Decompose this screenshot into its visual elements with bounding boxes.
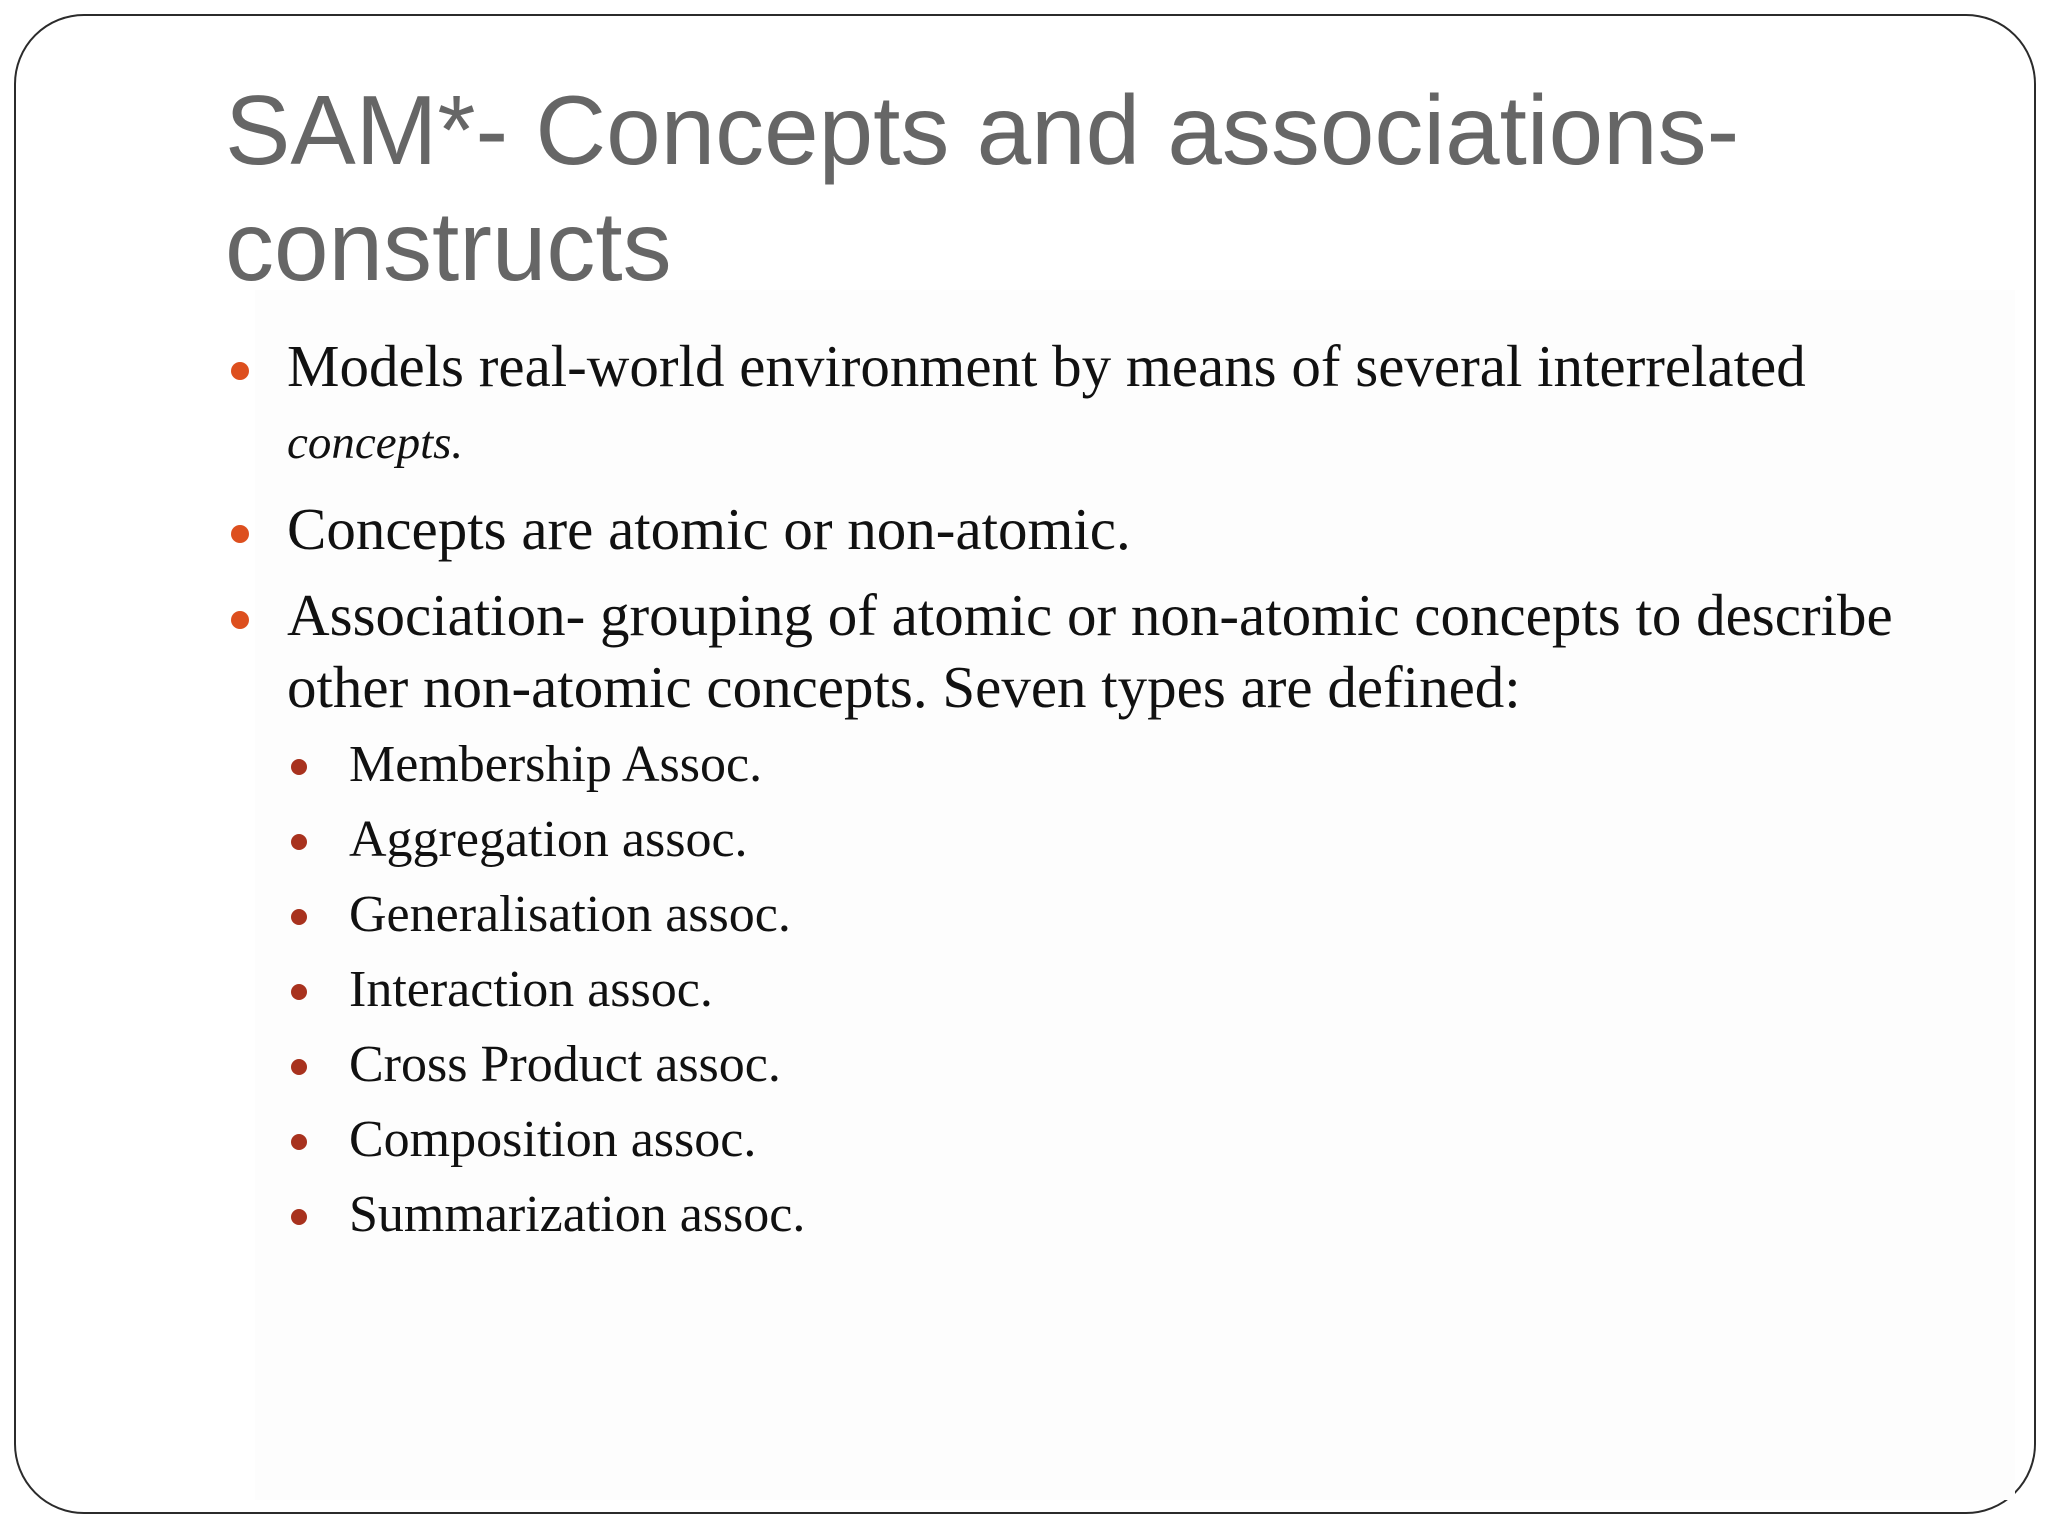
bullet-text: Concepts are atomic or non-atomic. (287, 496, 1131, 562)
bullet-item-concepts (225, 330, 1925, 479)
list-item-text: Interaction assoc. (349, 961, 713, 1018)
sub-bullet-dot-icon (291, 984, 307, 1000)
list-item-text: Generalisation assoc. (349, 886, 791, 943)
list-item-text: Composition assoc. (349, 1111, 757, 1168)
list-item (287, 727, 1925, 802)
list-item-text: Membership Assoc. (349, 736, 763, 793)
sub-bullet-dot-icon (291, 909, 307, 925)
bullet-text: Models real-world environment by means of several interrelated (287, 333, 1806, 399)
list-item (287, 1177, 1925, 1252)
bullet-dot-icon (231, 525, 249, 543)
list-item-text: Cross Product assoc. (349, 1036, 781, 1093)
bullet-text: Association- grouping of atomic or non-atomic concepts to describe other non-atomic concepts. Seven types are defined: (287, 582, 1893, 720)
list-item-text: Summarization assoc. (349, 1186, 806, 1243)
list-item (287, 1027, 1925, 1102)
sub-bullet-dot-icon (291, 1134, 307, 1150)
sub-bullet-dot-icon (291, 834, 307, 850)
list-item (287, 802, 1925, 877)
bullet-emphasis: concepts. (287, 417, 464, 469)
sub-bullet-dot-icon (291, 1209, 307, 1225)
list-item (287, 952, 1925, 1027)
bullet-dot-icon (231, 362, 249, 380)
sub-bullet-dot-icon (291, 759, 307, 775)
list-item (287, 1102, 1925, 1177)
bullet-list (225, 330, 1925, 1266)
list-item-text: Aggregation assoc. (349, 811, 748, 868)
slide-title: SAM*- Concepts and associations- constructs (225, 75, 1740, 301)
bullet-item-association (225, 579, 1925, 1252)
association-types-list (287, 727, 1925, 1252)
sub-bullet-dot-icon (291, 1059, 307, 1075)
bullet-dot-icon (231, 611, 249, 629)
list-item (287, 877, 1925, 952)
bullet-item-atomic (225, 493, 1925, 565)
